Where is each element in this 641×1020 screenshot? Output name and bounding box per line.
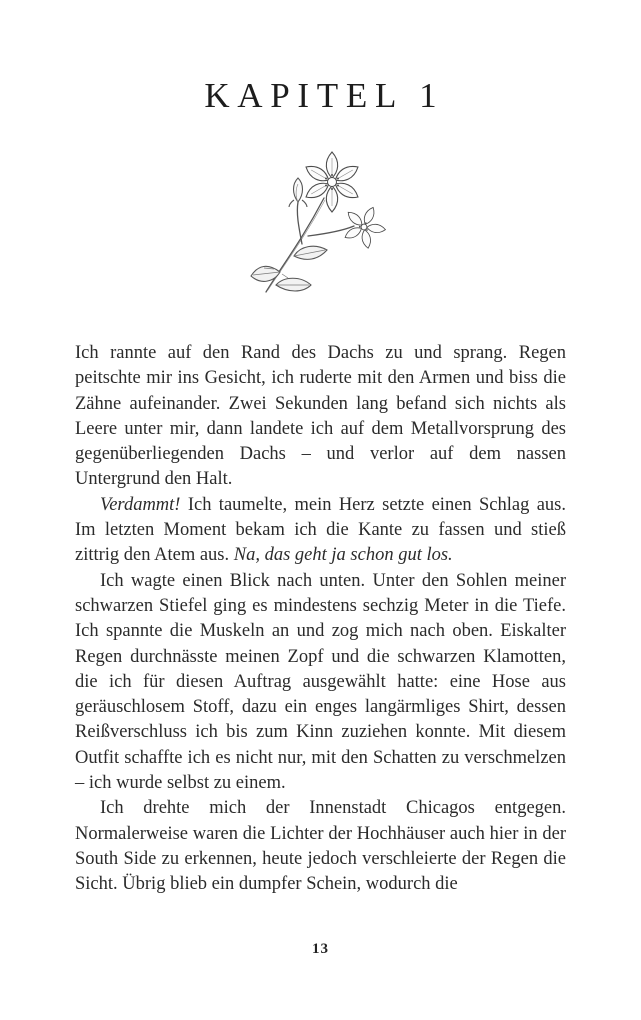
text-segment: Verdammt! — [99, 494, 181, 515]
paragraph — [75, 493, 566, 569]
text-segment: Na, das geht ja schon gut los. — [233, 545, 453, 566]
paragraph — [75, 796, 566, 897]
body-text — [75, 341, 566, 898]
text-segment: Ich taumelte, mein Herz setzte einen Schlag aus. Im letzten Moment bekam ich die Kante zu fassen und stieß zittrig den Atem aus. — [75, 494, 566, 566]
page-number: 13 — [312, 941, 329, 957]
text-segment: Ich rannte auf den Rand des Dachs zu und sprang. Regen peitschte mir ins Gesicht, ich ruderte mit den Armen und biss die Zähne aufeinander. Zwei Sekunden lang befand sich nichts als Leere unter mir, dann landete ich auf dem Metallvorsprung des gegenüberliegenden Dachs – und verlor auf dem nassen Untergrund den Halt. — [75, 343, 566, 490]
text-segment: Ich wagte einen Blick nach unten. Unter den Sohlen meiner schwarzen Stiefel ging es mindestens sechzig Meter in die Tiefe. Ich spannte die Muskeln an und zog mich nach oben. Eiskalter Regen durchnässte meinen Zopf und die schwarzen Klamotten, die ich für diesen Auftrag ausgewählt hatte: eine Hose aus geräuschlosem Stoff, dazu ein enges langärmliges Shirt, dessen Reißverschluss ich bis zum Kinn zuziehen konnte. Mit diesem Outfit schaffte ich es nicht nur, mit den Schatten zu verschmelzen – ich wurde selbst zu einem. — [75, 570, 566, 794]
paragraph — [75, 569, 566, 797]
chapter-illustration — [0, 144, 641, 299]
flower-sketch-illustration — [246, 144, 396, 296]
paragraph — [75, 341, 566, 493]
text-segment: Ich drehte mich der Innenstadt Chicagos entgegen. Normalerweise waren die Lichter der Hochhäuser auch hier in der South Side zu erkennen, heute jedoch verschleierte der Regen die Sicht. Übrig blieb ein dumpfer Schein, wodurch die — [75, 798, 566, 895]
chapter-heading: KAPITEL 1 — [204, 76, 445, 115]
